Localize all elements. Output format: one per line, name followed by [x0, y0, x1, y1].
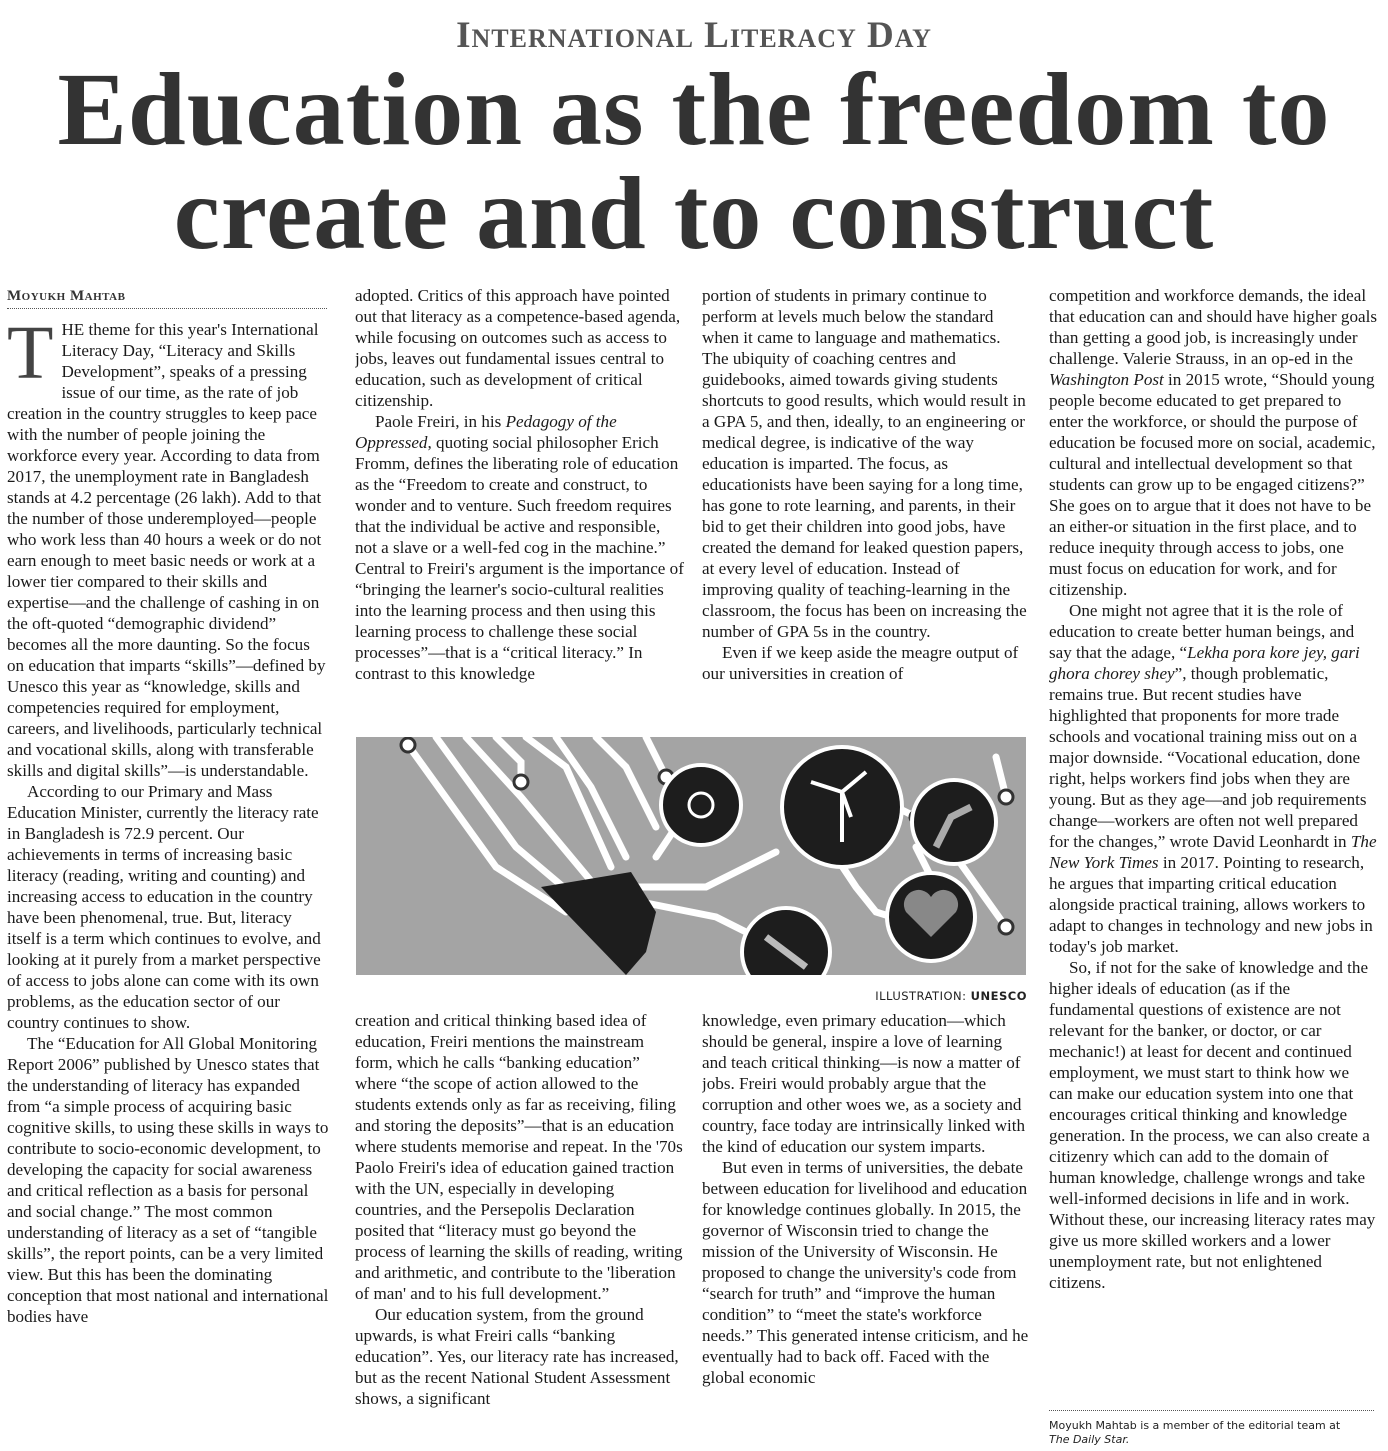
paragraph: But even in terms of universities, the debate between education for livelihood and education for knowledge continues globally. In 2015, the governor of Wisconsin tried to change the mission of the University of Wisconsin. He proposed to change the university's code from “search for truth” and “improve the human condition” to “meet the state's workforce needs.” This generated intense criticism, and he eventually had to back off. Faced with the global economic [702, 1158, 1029, 1387]
paragraph: portion of students in primary continue to perform at levels much below the standard when it came to language and mathematics. The ubiquity of coaching centres and guidebooks, aimed towards giving students shortcuts to good results, which would result in a GPA 5, and then, ideally, to an engineering or medical degree, is indicative of the way education is imparted. The focus, as educationists have been saying for a long time, has gone to rote learning, and parents, in their bid to get their children into good jobs, have created the demand for leaked question papers, at every level of education. Instead of improving quality of teaching-learning in the classroom, the focus has been on increasing the number of GPA 5s in the country. [702, 286, 1027, 641]
paragraph [1049, 285, 1377, 600]
column-3-top [702, 285, 1030, 726]
paragraph: knowledge, even primary education—which should be general, inspire a love of learning and teach critical thinking—is now a matter of jobs. Freiri would probably argue that the corruption and other woes we, as a society and country, face today are intrinsically linked with the kind of education our system imparts. [702, 1011, 1026, 1156]
author-note [1049, 1410, 1374, 1447]
paragraph: Even if we keep aside the meagre output of our universities in creation of [702, 643, 1019, 683]
paragraph [7, 319, 329, 781]
robot-arm-icon [912, 780, 996, 864]
paragraph: The “Education for All Global Monitoring Report 2006” published by Unesco states that the understanding of literacy has expanded from “a simple process of acquiring basic cognitive skills, to using these skills in ways to contribute to socio-economic development, to developing the capacity for social awareness and critical reflection as a basis for personal and social change.” The most common understanding of literacy as a set of “tangible skills”, the report points, can be a very limited view. But this has been the dominating conception that most national and international bodies have [7, 1034, 329, 1326]
article-headline [0, 52, 1388, 271]
author-note-line-1: Moyukh Mahtab is a member of the editorial team at [1049, 1419, 1341, 1432]
author-byline: Moyukh Mahtab [7, 288, 327, 309]
wrench-hand-icon [742, 908, 830, 975]
paragraph: So, if not for the sake of knowledge and the higher ideals of education (as if the fundamental questions of existence are not relevant for the banker, or doctor, or car mechanic!) at least for decent and continued employment, we must start to think how we can make our education system into one that encourages critical thinking and knowledge generation. In the process, we can also create a citizenry which can add to the domain of human knowledge, challenge wrongs and take well-informed decisions in life and in work. Without these, our increasing literacy rates may give us more skilled workers and a lower unemployment rate, but not enlightened citizens. [1049, 958, 1376, 1292]
paragraph: Our education system, from the ground upwards, is what Freiri calls “banking education”. Yes, our literacy rate has increased, but as the recent National Student Assessment shows, a significant [355, 1305, 679, 1408]
publication-name: The New York Times [1049, 832, 1377, 872]
column-2-bottom [355, 1010, 685, 1451]
paragraph-text: in 2017. Pointing to research, he argues that imparting critical education alongside practical training, allows workers to adapt to changes in technology and new jobs in today's job market. [1049, 853, 1373, 956]
circuit-pen-illustration [356, 737, 1026, 975]
quoted-adage: Lekha pora kore jey, gari ghora chorey shey [1049, 643, 1360, 683]
paragraph-text: in 2015 wrote, “Should young people become educated to get prepared to enter the workforce, or should the purpose of education be focused more on social, academic, cultural and intellectual development so that students can grow up to be engaged citizens?” She goes on to argue that it does not have to be an either-or situation in the first place, and to reduce inequity through access to jobs, one must focus on education for work, and for citizenship. [1049, 370, 1376, 599]
column-1 [7, 319, 329, 1451]
publication-name: The Daily Star. [1049, 1433, 1130, 1446]
section-kicker: International Literacy Day [456, 15, 932, 56]
author-note-line-2 [1049, 1433, 1374, 1447]
book-title: Pedagogy of the Oppressed [355, 412, 617, 452]
paragraph-text: HE theme for this year's International Literacy Day, “Literacy and Skills Development”, speaks of a pressing issue of our time, as the rate of job creation in the country struggles to keep pace with the number of people joining the workforce every year. According to data from 2017, the unemployment rate in Bangladesh stands at 4.2 percentage (26 lakh). Add to that the number of those underemployed—people who work less than 40 hours a week or do not earn enough to meet basic needs or work at a lower tier compared to their skills and expertise—and the challenge of cashing in on the oft-quoted “demographic dividend” becomes all the more daunting. So the focus on education that imparts “skills”—defined by Unesco this year as “knowledge, skills and competencies required for employment, careers, and livelihoods, particularly technical and vocational skills, along with transferable skills and digital skills”—is understandable. [7, 320, 326, 780]
paragraph [355, 411, 685, 684]
pen-nib-shape [541, 872, 656, 975]
drop-cap: T [7, 319, 54, 395]
credit-source: UNESCO [970, 989, 1027, 1003]
publication-name: Washington Post [1049, 370, 1164, 389]
column-4 [1049, 285, 1377, 1400]
paragraph [1049, 600, 1377, 957]
column-2-top [355, 285, 685, 726]
paragraph: creation and critical thinking based idea of education, Freiri mentions the mainstream form, which he calls “banking education” where “the scope of action allowed to the students extends only as far as receiving, filing and storing the deposits”—that is an education where students memorise and repeat. In the '70s Paolo Freiri's idea of education gained traction with the UN, especially in developing countries, and the Persepolis Declaration posited that “literacy must go beyond the process of learning the skills of reading, writing and arithmetic, and contribute to the 'liberation of man' and to his full development.” [355, 1011, 683, 1303]
illustration [356, 737, 1026, 975]
paragraph-text: One might not agree that it is the role of education to create better human beings, and say that the adage, “ [1049, 601, 1355, 662]
column-3-bottom [702, 1010, 1030, 1451]
credit-prefix: ILLUSTRATION: [875, 989, 971, 1003]
paragraph-text: , quoting social philosopher Erich Fromm, defines the liberating role of education as the “Freedom to create and construct, to wonder and to venture. Such freedom requires that the individual be active and responsible, not a slave or a well-fed cog in the machine.” Central to Freiri's argument is the importance of “bringing the learner's socio-cultural realities into the learning process and then using this learning process to challenge these social processes”—that is a “critical literacy.” In contrast to this knowledge [355, 433, 684, 683]
paragraph-text: competition and workforce demands, the ideal that education can and should have higher goals than getting a good job, is increasingly under challenge. Valerie Strauss, in an op-ed in the [1049, 286, 1377, 368]
paragraph: According to our Primary and Mass Education Minister, currently the literacy rate in Bangladesh is 72.9 percent. Our achievements in terms of increasing basic literacy (reading, writing and counting) and increasing access to education in the country have been phenomenal, true. But, literacy itself is a term which continues to evolve, and looking at it purely from a market perspective of access to jobs alone can come with its own problems, as the education sector of our country continues to show. [7, 782, 321, 1032]
headline-line-2: create and to construct [173, 156, 1215, 271]
paragraph: adopted. Critics of this approach have pointed out that literacy as a competence-based agenda, while focusing on outcomes such as access to jobs, leaves out fundamental issues central to education, such as development of critical citizenship. [355, 286, 681, 410]
illustration-credit [700, 989, 1027, 1003]
paragraph-text: Paole Freiri, in his [375, 412, 506, 431]
headline-line-1: Education as the freedom to [57, 52, 1331, 167]
paragraph-text: ”, though problematic, remains true. But recent studies have highlighted that proponents for more trade schools and vocational training miss out on a major downside. “Vocational education, done right, helps workers find jobs when they are young. But as they age—and job requirements change—workers are often not well prepared for the changes,” wrote David Leonhardt in [1049, 664, 1367, 851]
head-circuit-icon [661, 765, 741, 845]
